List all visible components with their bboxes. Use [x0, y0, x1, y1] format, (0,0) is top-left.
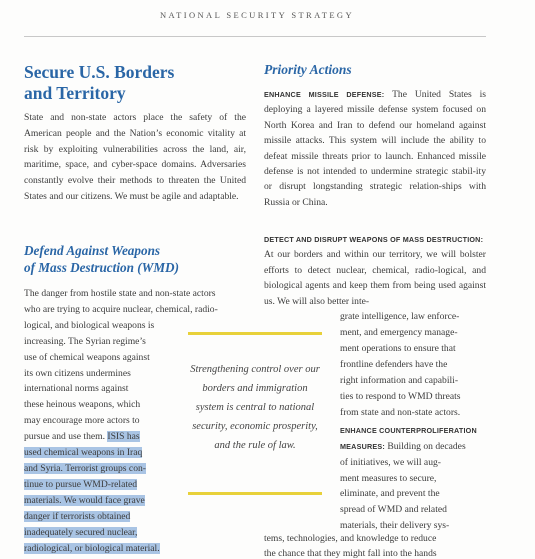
highlighted-text[interactable]: inadequately secured nuclear, [24, 526, 138, 538]
section-title-line-2: and Territory [24, 83, 126, 103]
wmd-line: who are trying to acquire nuclear, chemical, radio- [24, 303, 218, 315]
counterproliferation-label: MEASURES: [340, 441, 385, 451]
wmd-line: may encourage more actors to [24, 415, 140, 427]
counter-line: eliminate, and prevent the [340, 488, 440, 500]
wmd-line: use of chemical weapons against [24, 351, 150, 363]
counter-line: spread of WMD and related [340, 504, 447, 516]
section-title [24, 62, 254, 104]
wmd-line: increasing. The Syrian regime’s [24, 335, 146, 347]
wmd-line: logical, and biological weapons is [24, 319, 155, 331]
pull-quote-top-bar [188, 332, 322, 335]
wmd-subheading [24, 242, 254, 276]
section-title-line-1: Secure U.S. Borders [24, 62, 175, 82]
detect-disrupt-continued [340, 309, 477, 534]
wmd-line [24, 525, 218, 541]
counterproliferation-label: ENHANCE COUNTERPROLIFERATION [340, 425, 477, 435]
counter-line: ment measures to secure, [340, 472, 437, 484]
detect-line: ment, and emergency manage- [340, 326, 458, 338]
wmd-line [24, 541, 218, 557]
pull-quote: Strengthening control over our borders and immigration system is central to national security, economic prosperity, and the rule of law. [190, 364, 320, 451]
counter-line [340, 439, 477, 455]
counter-line: of initiatives, we will aug- [340, 456, 441, 468]
counter-line: materials, their delivery sys- [340, 520, 450, 532]
detect-disrupt-paragraph [264, 232, 486, 309]
running-header: NATIONAL SECURITY STRATEGY [160, 10, 354, 20]
wmd-line [24, 493, 218, 509]
detect-disrupt-label: DETECT AND DISRUPT WEAPONS OF MASS DESTRUCTION: [264, 235, 484, 244]
missile-defense-paragraph [264, 87, 486, 210]
wmd-line: The danger from hostile state and non-state actors [24, 288, 216, 299]
detect-line: frontline defenders have the [340, 358, 448, 370]
missile-defense-text: The United States is deploying a layered missile defense system focused on North Korea and Iran to defend our homeland against missile attacks. This system will include the ability to defeat missile threats prior to launch. Enhanced missile defense is not intended to undermine strategic stabil-ity or disrupt longstanding strategic relation-ships with Russia or China. [264, 89, 486, 208]
wmd-line-text: pursue and use them. [24, 431, 105, 443]
wmd-line [24, 461, 218, 477]
detect-line: ment operations to ensure that [340, 342, 456, 354]
header-rule [24, 36, 486, 37]
highlighted-text[interactable]: ISIS has [107, 431, 140, 443]
missile-defense-label: ENHANCE MISSILE DEFENSE: [264, 90, 385, 99]
highlighted-text[interactable]: radiological, or biological material. [24, 542, 160, 554]
wmd-subheading-line-2: of Mass Destruction (WMD) [24, 260, 179, 275]
highlighted-text[interactable]: used chemical weapons in Iraq [24, 447, 143, 459]
wmd-line: international norms against [24, 383, 129, 395]
wmd-line: its own citizens undermines [24, 367, 131, 379]
detect-disrupt-text: At our borders and within our territory, we will bolster efforts to detect nuclear, chemical, radio-logical, and biological agents and keep them from being used against us. We will also better inte- [264, 249, 486, 307]
highlighted-text[interactable]: and Syria. Terrorist groups con- [24, 462, 146, 474]
highlighted-text[interactable]: materials. We would face grave [24, 494, 145, 506]
counter-line-wide: tems, technologies, and knowledge to reduce [264, 533, 437, 544]
counter-line-cutoff: the chance that they might fall into the hands [264, 548, 437, 559]
detect-line: right information and capabili- [340, 374, 459, 386]
detect-line: from state and non-state actors. [340, 406, 461, 418]
highlighted-text[interactable]: danger if terrorists obtained [24, 510, 131, 522]
priority-actions-heading: Priority Actions [264, 62, 352, 77]
pull-quote-bottom-bar [188, 492, 322, 495]
detect-line: grate intelligence, law enforce- [340, 311, 460, 322]
counter-text: Building on decades [387, 440, 466, 452]
wmd-line: these heinous weapons, which [24, 399, 141, 411]
wmd-line [24, 509, 218, 525]
wmd-subheading-line-1: Defend Against Weapons [24, 243, 161, 258]
detect-line: ties to respond to WMD threats [340, 390, 461, 402]
wmd-line [24, 477, 218, 493]
intro-paragraph: State and non-state actors place the safety of the American people and the Nation’s economic vitality at risk by exploiting vulnerabilities across the land, air, maritime, space, and cyber-space domains. Adversaries constantly evolve their methods to threaten the United States and our citizens. We must be agile and adaptable. [24, 112, 246, 202]
highlighted-text[interactable]: tinue to pursue WMD-related [24, 478, 138, 490]
